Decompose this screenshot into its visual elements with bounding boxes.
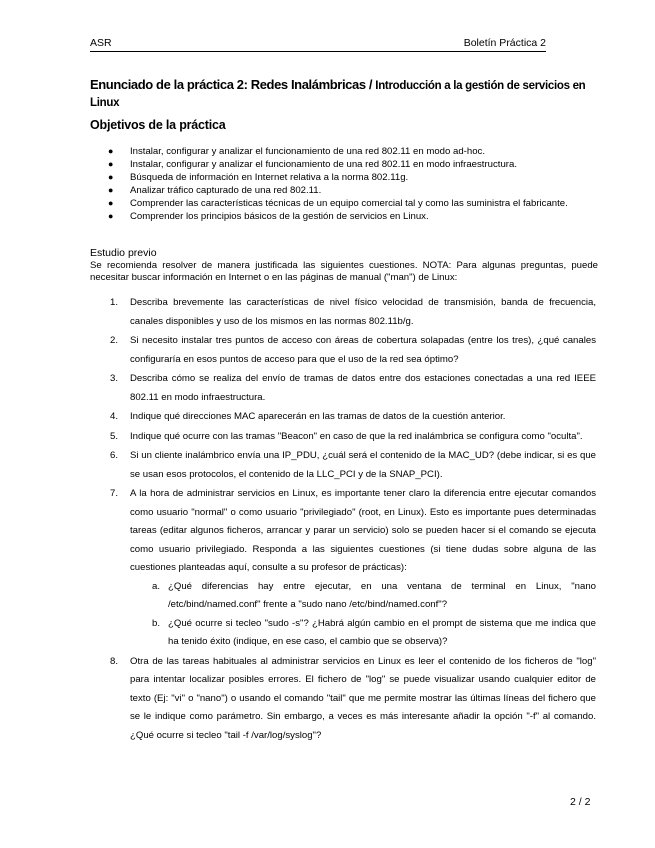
question-item xyxy=(106,447,596,484)
subquestion-text: ¿Qué ocurre si tecleo "sudo -s"? ¿Habrá algún cambio en el prompt de sistema que me indica que ha tenido éxito (indique, en ese caso, el cambio que se observa)? xyxy=(168,617,596,647)
objectives-heading: Objetivos de la práctica xyxy=(90,118,226,132)
bullet-icon: ● xyxy=(108,146,114,156)
question-text: Indique qué ocurre con las tramas "Beacon" en caso de que la red inalámbrica se configura como "oculta". xyxy=(130,430,583,442)
list-item: ● Instalar, configurar y analizar el funcionamiento de una red 802.11 en modo infraestructura. xyxy=(108,159,518,170)
subquestion-text: ¿Qué diferencias hay entre ejecutar, en una ventana de terminal en Linux, "nano /etc/bind/named.conf" frente a "sudo nano /etc/bind/named.conf"? xyxy=(168,580,596,610)
bullet-icon: ● xyxy=(108,172,114,182)
bullet-icon: ● xyxy=(108,159,114,169)
header-left: ASR xyxy=(90,37,112,49)
question-text: Indique qué direcciones MAC aparecerán en las tramas de datos de la cuestión anterior. xyxy=(130,411,506,422)
title-subtitle: Introducción a la gestión de servicios en Linux xyxy=(90,80,586,109)
question-text: Describa cómo se realiza del envío de tramas de datos entre dos estaciones conectadas a una red IEEE 802.11 en modo infraestructura. xyxy=(130,373,596,403)
list-item: ● Comprender los principios básicos de la gestión de servicios en Linux. xyxy=(108,211,429,222)
subquestions-list xyxy=(130,578,596,652)
questions-list xyxy=(106,294,596,746)
list-item: ● Comprender las características técnicas de un equipo comercial tal y como las suministra el fabricante. xyxy=(108,198,568,209)
subquestion-item xyxy=(150,578,596,615)
document-title xyxy=(90,77,598,111)
question-number: 1. xyxy=(110,297,119,308)
list-item: ● Instalar, configurar y analizar el funcionamiento de una red 802.11 en modo ad-hoc. xyxy=(108,146,486,157)
question-item xyxy=(106,485,596,652)
subquestion-letter: a. xyxy=(152,580,161,592)
bullet-icon: ● xyxy=(108,211,114,221)
question-text: Describa brevemente las características de nivel físico velocidad de transmisión, banda de frecuencia, canales disponibles y uso de los mismos en las normas 802.11b/g. xyxy=(130,297,596,327)
question-item xyxy=(106,370,596,407)
question-number: 6. xyxy=(110,450,119,461)
question-text: A la hora de administrar servicios en Linux, es importante tener claro la diferencia entre ejecutar comandos como usuario "normal" o como usuario "privilegiado" (root, en Linux). Esto es importante pues determinadas tareas (editar algunos ficheros, arrancar y parar un servicio) solo se pueden hacer si el comando se ejecuta como usuario privilegiado. Responda a las siguientes cuestiones (si tiene dudas sobre alguna de las cuestiones planteadas aquí, consulte a su profesor de prácticas): xyxy=(130,488,596,573)
question-item xyxy=(106,653,596,746)
question-item xyxy=(106,294,596,331)
bullet-icon: ● xyxy=(108,198,114,208)
question-number: 4. xyxy=(110,411,119,422)
study-intro: Se recomienda resolver de manera justificada las siguientes cuestiones. NOTA: Para algunas preguntas, puede necesitar buscar información en Internet o en las páginas de manual ("man") de Linux: xyxy=(90,260,598,283)
subquestion-letter: b. xyxy=(152,617,161,629)
subquestion-item xyxy=(150,615,596,652)
study-heading: Estudio previo xyxy=(90,247,157,259)
question-text: Otra de las tareas habituales al administrar servicios en Linux es leer el contenido de los ficheros de "log" para intentar localizar posibles errores. El fichero de "log" se puede visualizar usando cualquier editor de texto (Ej: "vi" o "nano") o usando el comando "tail" que me permite mostrar las últimas líneas del fichero que se le indique como parámetro. Sin embargo, a veces es más interesante añadir la opción "-f" al comando. ¿Qué ocurre si tecleo "tail -f /var/log/syslog"? xyxy=(130,655,596,741)
question-text: Si necesito instalar tres puntos de acceso con áreas de cobertura solapadas (entre los tres), ¿qué canales configuraría en esos puntos de acceso para que el uso de la red sea óptimo? xyxy=(130,335,596,365)
header-right: Boletín Práctica 2 xyxy=(463,37,546,49)
list-item: ● Analizar tráfico capturado de una red 802.11. xyxy=(108,185,322,196)
question-text: Si un cliente inalámbrico envía una IP_PDU, ¿cuál será el contenido de la MAC_UD? (debe indicar, si es que se usan esos protocolos, el contenido de la LLC_PCI y de la SNAP_PCI). xyxy=(130,450,596,480)
objectives-list xyxy=(106,146,596,224)
question-number: 5. xyxy=(110,430,119,442)
question-number: 3. xyxy=(110,373,119,384)
question-item xyxy=(106,408,596,427)
question-number: 7. xyxy=(110,488,119,499)
question-number: 2. xyxy=(110,335,119,346)
title-main: Enunciado de la práctica 2: Redes Inalámbricas / xyxy=(90,77,376,92)
list-item: ● Búsqueda de información en Internet relativa a la norma 802.11g. xyxy=(108,172,409,183)
question-item xyxy=(106,428,596,447)
question-number: 8. xyxy=(110,655,119,667)
page-number: 2 / 2 xyxy=(570,796,591,808)
page-header xyxy=(90,37,546,52)
question-item xyxy=(106,332,596,369)
bullet-icon: ● xyxy=(108,185,114,195)
